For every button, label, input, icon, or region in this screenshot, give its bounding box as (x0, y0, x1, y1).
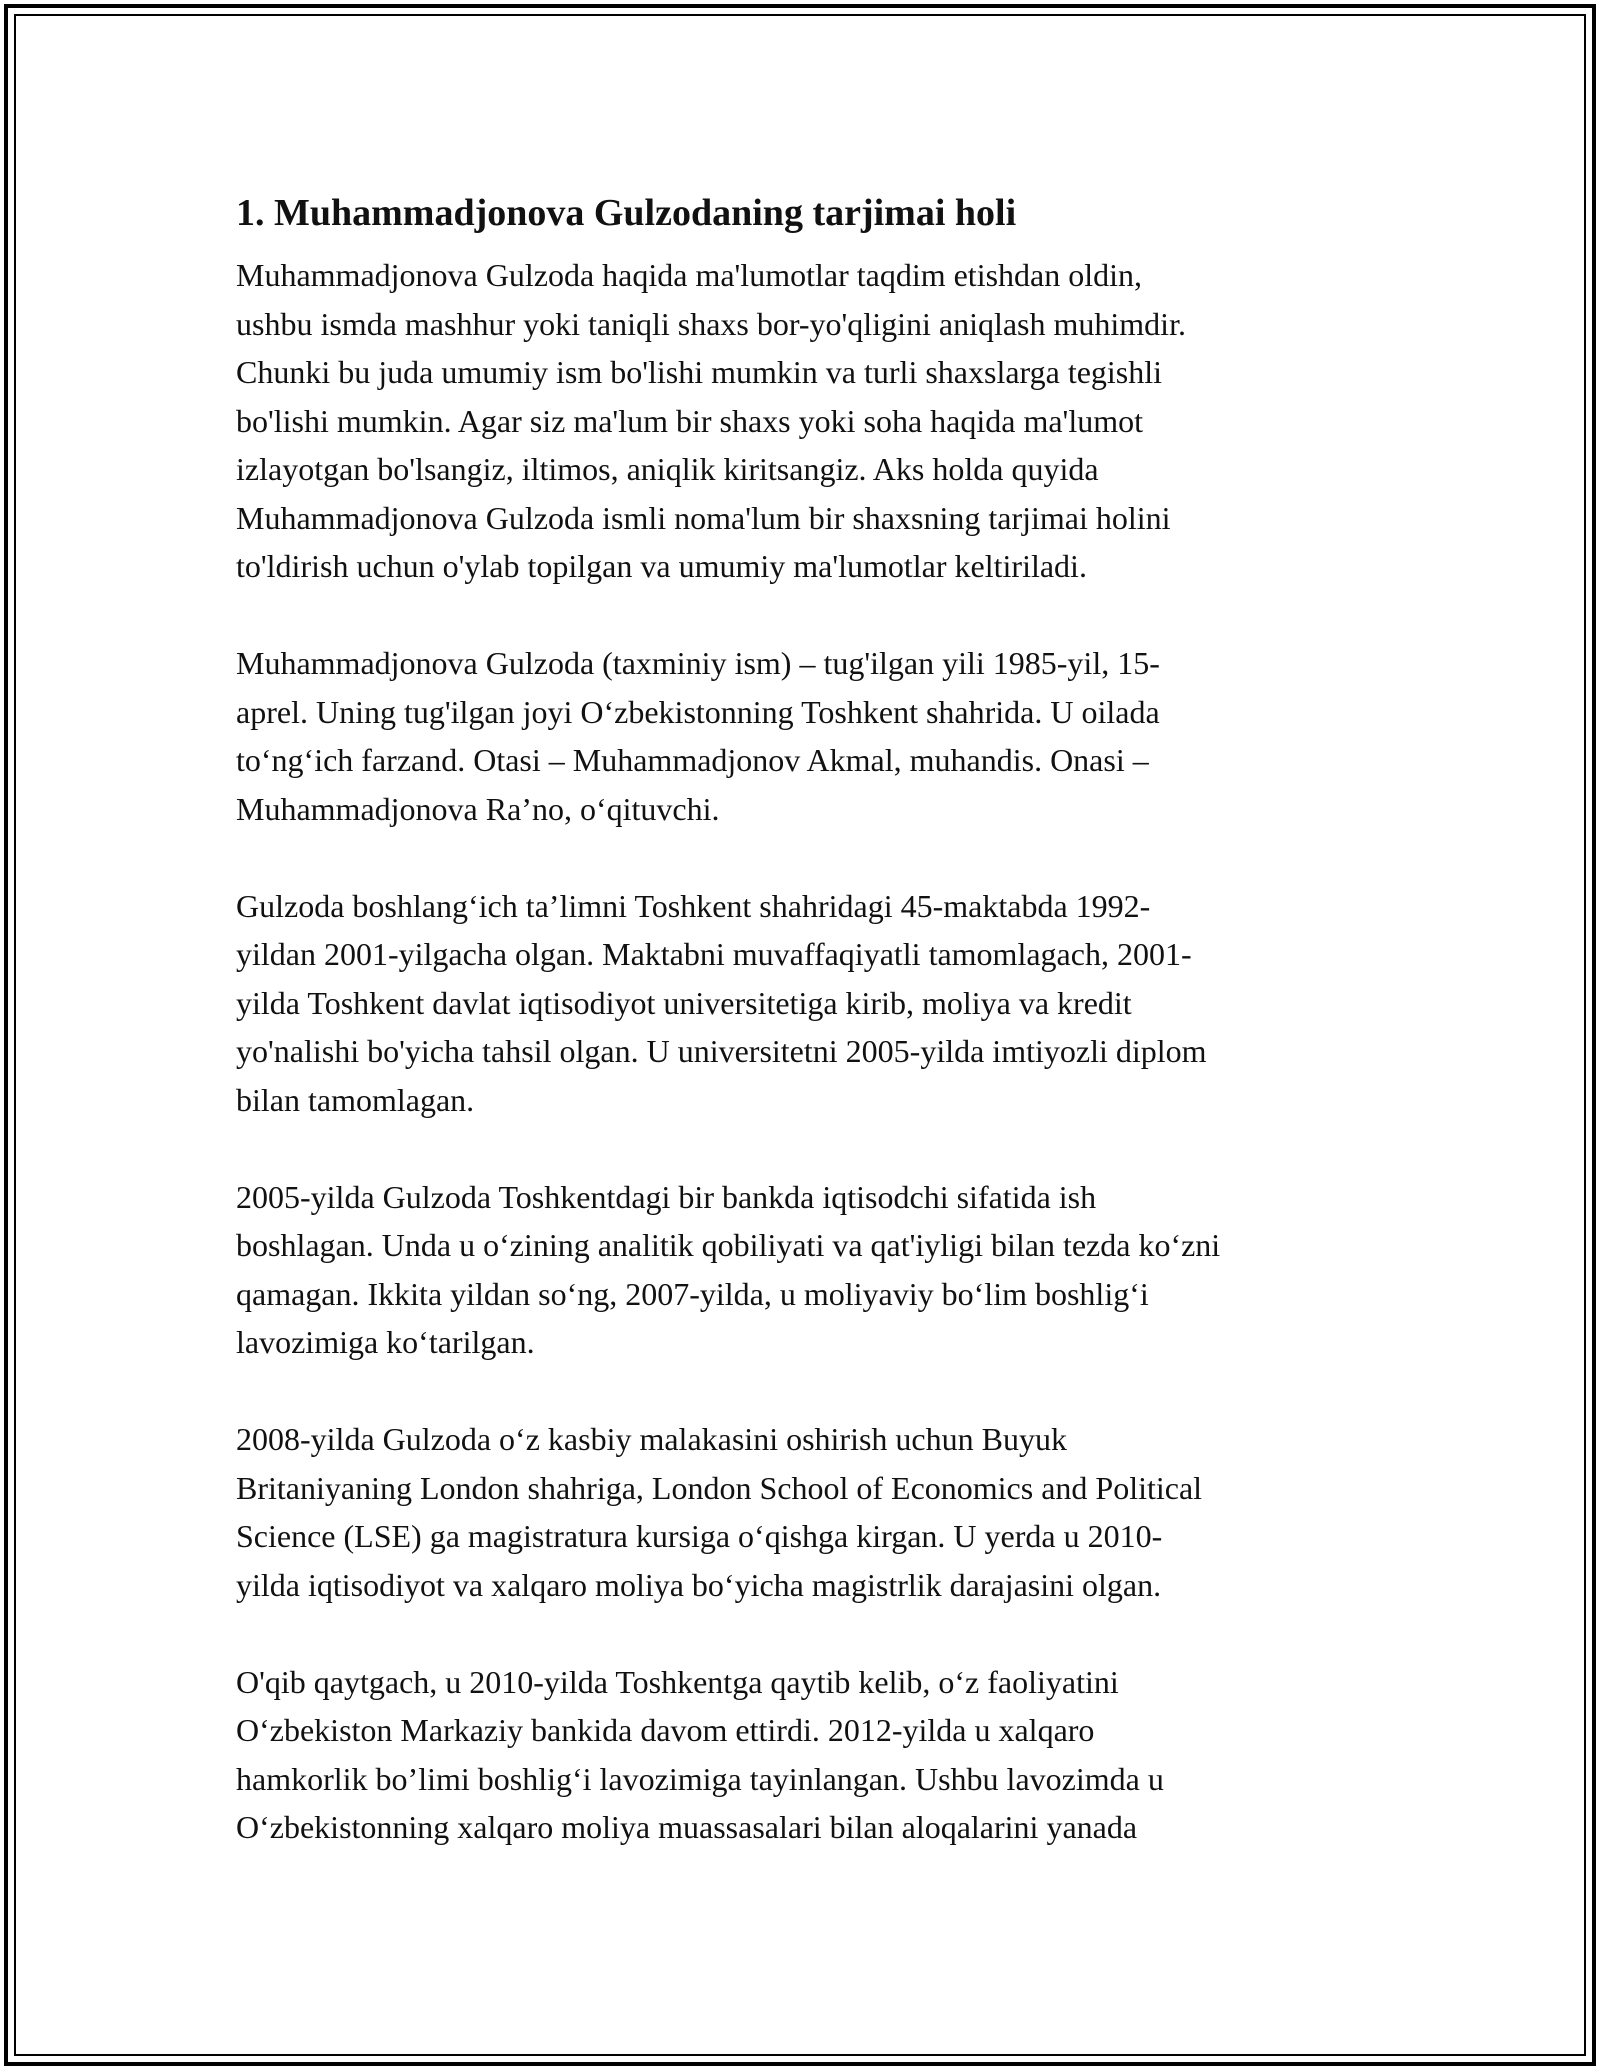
paragraph-education: Gulzoda boshlang‘ich ta’limni Toshkent shahridagi 45-maktabda 1992- yildan 2001-yilgacha olgan. Maktabni muvaffaqiyatli tamomlagach, 2001- yilda Toshkent davlat iqtisodiyot universitetiga kirib, moliya va kredit yo'nalishi bo'yicha tahsil olgan. U universitetni 2005-yilda imtiyozli diplom bilan tamomlagan. (236, 887, 1207, 1118)
document-heading: 1. Muhammadjonova Gulzodaning tarjimai holi (236, 192, 1017, 234)
paragraph-birth: Muhammadjonova Gulzoda (taxminiy ism) – tug'ilgan yili 1985-yil, 15- aprel. Uning tug'ilgan joyi O‘zbekistonning Toshkent shahrida. U oilada to‘ng‘ich farzand. Otasi – Muhammadjonov Akmal, muhandis. Onasi – Muhammadjonova Ra’no, o‘qituvchi. (236, 645, 1160, 827)
paragraph-career-start: 2005-yilda Gulzoda Toshkentdagi bir bankda iqtisodchi sifatida ish boshlagan. Unda u o‘zining analitik qobiliyati va qat'iyligi bilan tezda ko‘zni qamagan. Ikkita yildan so‘ng, 2007-yilda, u moliyaviy bo‘lim boshlig‘i lavozimiga ko‘tarilgan. (236, 1178, 1221, 1360)
document-body (236, 185, 1376, 1852)
paragraph-central-bank: O'qib qaytgach, u 2010-yilda Toshkentga qaytib kelib, o‘z faoliyatini O‘zbekiston Markaziy bankida davom ettirdi. 2012-yilda u xalqaro hamkorlik bo’limi boshlig‘i lavozimiga tayinlangan. Ushbu lavozimda u O‘zbekistonning xalqaro moliya muassasalari bilan aloqalarini yanada (236, 1663, 1164, 1845)
paragraph-intro: Muhammadjonova Gulzoda haqida ma'lumotlar taqdim etishdan oldin, ushbu ismda mashhur yoki taniqli shaxs bor-yo'qligini aniqlash muhimdir. Chunki bu juda umumiy ism bo'lishi mumkin va turli shaxslarga tegishli bo'lishi mumkin. Agar siz ma'lum bir shaxs yoki soha haqida ma'lumot izlayotgan bo'lsangiz, iltimos, aniqlik kiritsangiz. Aks holda quyida Muhammadjonova Gulzoda ismli noma'lum bir shaxsning tarjimai holini to'ldirish uchun o'ylab topilgan va umumiy ma'lumotlar keltiriladi. (236, 257, 1186, 584)
paragraph-london: 2008-yilda Gulzoda o‘z kasbiy malakasini oshirish uchun Buyuk Britaniyaning London shahriga, London School of Economics and Political Science (LSE) ga magistratura kursiga o‘qishga kirgan. U yerda u 2010- yilda iqtisodiyot va xalqaro moliya bo‘yicha magistrlik darajasini olgan. (236, 1421, 1203, 1603)
